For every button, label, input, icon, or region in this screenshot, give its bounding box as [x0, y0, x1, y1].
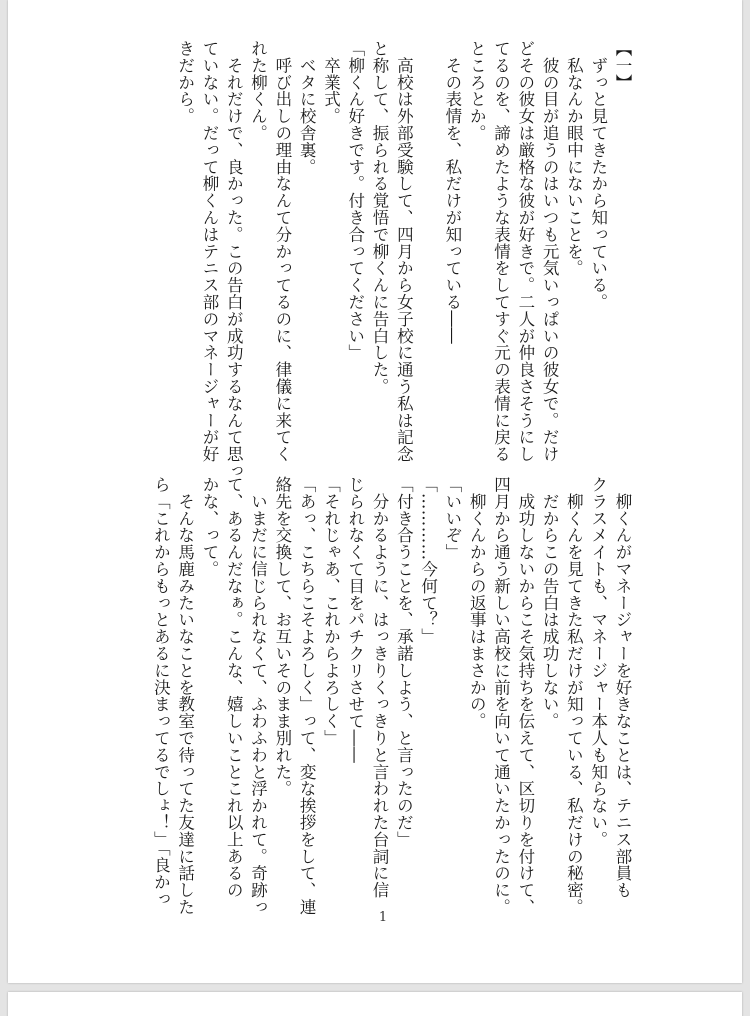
top-text-line: どその彼女は厳格な彼が好きで。二人が仲良さそうにし [515, 40, 535, 463]
bottom-text-line: じられなくて目をパチクリさせて―― [345, 476, 365, 764]
top-text-line: ベタに校舎裏。 [297, 40, 317, 176]
page-number: 1 [378, 910, 388, 925]
bottom-text-line: 絡先を交換して、お互いそのまま別れた。 [272, 476, 292, 798]
bottom-text-line: だからこの告白は成功しない。 [540, 476, 560, 730]
next-page-edge [8, 992, 742, 1016]
bottom-text-line: 柳くんからの返事はまさかの。 [467, 476, 487, 730]
bottom-text-line: 「いいぞ」 [442, 476, 462, 561]
top-text-line: ところとか。 [467, 40, 487, 142]
top-text-line [415, 40, 439, 460]
bottom-text-line: 「あっ、こちらこそよろしく」って、変な挨拶をして、連 [297, 476, 317, 916]
top-text-line: 【一】 [613, 40, 632, 91]
bottom-text-line: 「それじゃあ、これからよろしく」 [321, 476, 341, 747]
top-text-line: ずっと見てきたから知っている。 [588, 40, 608, 311]
document-page [8, 0, 742, 983]
top-text-line: と称して、振られる覚悟で柳くんに告白した。 [370, 40, 390, 395]
top-text-line: ていない。だって柳くんはテニス部のマネージャーが好 [199, 40, 219, 463]
bottom-text-line: 成功しないからこそ気持ちを伝えて、区切りを付けて、 [515, 476, 535, 916]
top-text-line: 高校は外部受験して、四月から女子校に通う私は記念 [394, 40, 414, 463]
text-block-bottom [148, 476, 634, 916]
bottom-text-line: クラスメイトも、マネージャー本人も知らない。 [588, 476, 608, 848]
top-text-line: きだから。 [175, 40, 195, 125]
bottom-text-line: 「付き合うことを、承諾しよう、と言ったのだ」 [394, 476, 414, 848]
bottom-text-line: いまだに信じられなくて、ふわふわと浮かれて。奇跡っ [248, 476, 268, 916]
bottom-text-line: 柳くんを見てきた私だけが知っている、私だけの秘密。 [564, 476, 584, 916]
bottom-text-line: そんな馬鹿みたいなことを教室で待ってた友達に話した [175, 476, 195, 916]
top-text-line: 彼の目が追うのはいつも元気いっぱいの彼女で。だけ [540, 40, 560, 463]
bottom-text-line: 柳くんがマネージャーを好きなことは、テニス部員も [613, 476, 632, 899]
top-text-line: れた柳くん。 [248, 40, 268, 142]
bottom-text-line: 「…………今何て？」 [418, 476, 438, 645]
top-text-line: 卒業式。 [321, 40, 341, 125]
top-text-line: 「柳くん好きです。付き合ってください」 [345, 40, 365, 362]
top-text-line: 私なんか眼中にないことを。 [564, 40, 584, 277]
bottom-text-line: かな、って。 [199, 476, 219, 578]
top-text-line: 呼び出しの理由なんて分かってるのに、律儀に来てく [272, 40, 292, 463]
top-text-line: てるのを、諦めたような表情をしてすぐ元の表情に戻る [491, 40, 511, 463]
top-text-line: それだけで、良かった。この告白が成功するなんて思っ [224, 40, 244, 480]
text-block-top [172, 40, 634, 480]
bottom-text-line: ら「これからもっとあるに決まってるでしょ！」「良かっ [151, 476, 171, 908]
top-text-line: その表情を、私だけが知っている―― [442, 40, 462, 345]
bottom-text-line: て、あるんだなぁ。こんな、嬉しいことこれ以上あるの [224, 476, 244, 899]
bottom-text-line: 分かるように、はっきりくっきりと言われた台詞に信 [370, 476, 390, 899]
bottom-text-line: 四月から通う新しい高校に前を向いて通いたかったのに。 [491, 476, 511, 916]
